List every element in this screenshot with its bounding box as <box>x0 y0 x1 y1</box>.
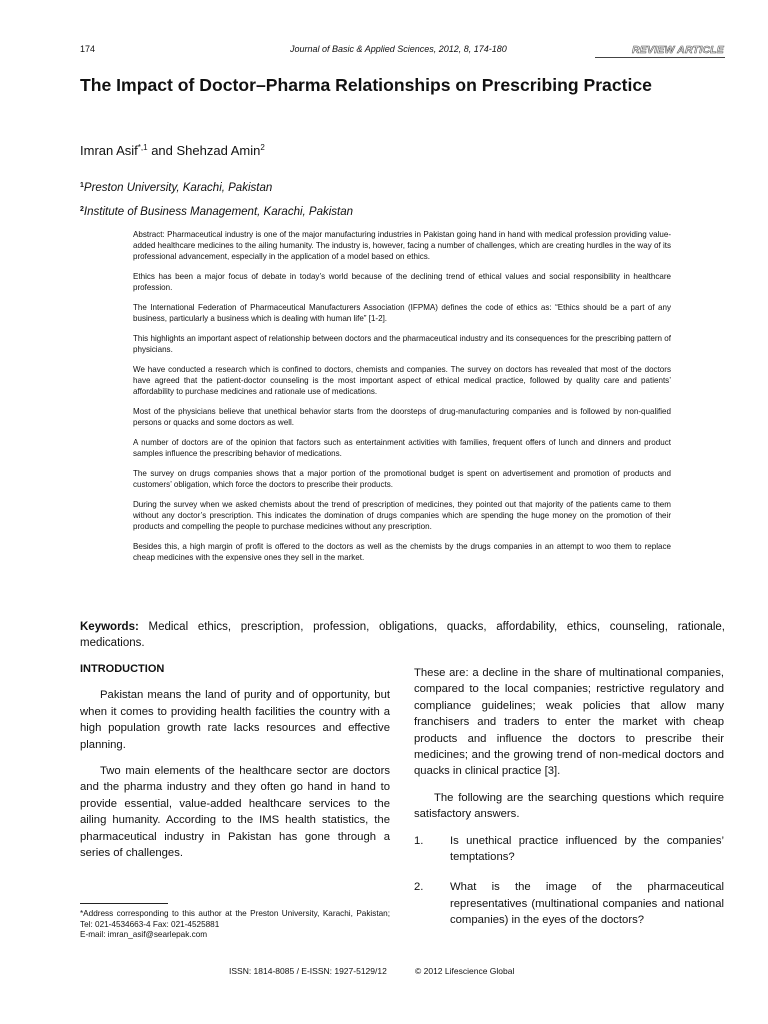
issn-text: ISSN: 1814-8085 / E-ISSN: 1927-5129/12 <box>229 966 387 976</box>
abstract-paragraph: Ethics has been a major focus of debate in today’s world because of the declining trend of ethical values and social responsibility in healthcare profession. <box>133 272 671 292</box>
corresponding-author-footnote <box>80 909 390 941</box>
copyright-text: © 2012 Lifescience Global <box>415 966 515 976</box>
abstract-paragraph: During the survey when we asked chemists about the trend of prescription of medicines, they pointed out that majority of the patients came to them without any doctor’s prescription. This indicates the domination of drugs companies which are spending the huge money on the promotion of their products and compelling the people to purchase medicines without any prescription. <box>133 500 671 531</box>
abstract-paragraph: This highlights an important aspect of relationship between doctors and the pharmaceutical industry and its consequences for the prescribing pattern of physicians. <box>133 334 671 354</box>
affiliation-text: Preston University, Karachi, Pakistan <box>83 182 273 194</box>
author-superscript: *,1 <box>137 143 148 152</box>
section-heading: INTRODUCTION <box>80 663 165 675</box>
abstract-paragraph: Besides this, a high margin of profit is offered to the doctors as well as the chemists by the drugs companies in an attempt to woo them to replace cheap medicines with the expensive ones they sell in the market. <box>133 542 671 562</box>
body-paragraph: Pakistan means the land of purity and of opportunity, but when it comes to providing health facilities the country with a high population growth rate lacks resources and effective planning. <box>80 689 390 751</box>
keywords-text: Medical ethics, prescription, profession, obligations, quacks, affordability, ethics, counseling, rationale, medications. <box>80 621 725 649</box>
list-item <box>414 879 724 928</box>
affiliation-number: 1 <box>80 182 84 189</box>
affiliation <box>80 182 272 194</box>
abstract-paragraph: The survey on drugs companies shows that a major portion of the promotional budget is spent on advertisement and promotion of products and customers’ obligation, which force the doctors to prescribe their products. <box>133 469 671 489</box>
body-paragraph: These are: a decline in the share of multinational companies, compared to the local companies; restrictive regulatory and compliance guidelines; weak policies that allow many franchisers and traders to enter the market with cheap products and influence the doctors to prescribe their medicines; and the growing trend of non-medical doctors and quacks in clinical practice [3]. <box>414 667 724 778</box>
author-name: Imran Asif <box>80 143 138 158</box>
affiliation <box>80 206 353 218</box>
footnote-email: E-mail: imran_asif@searlepak.com <box>80 930 208 939</box>
right-column <box>414 661 724 943</box>
abstract-paragraph: Abstract: Pharmaceutical industry is one of the major manufacturing industries in Pakistan going hand in hand with medical profession providing value-added healthcare medicines to the ailing humanity. The industry is, however, facing a number of challenges, which are creating hurdles in the way of its professional advancement, especially in the application of a model based on ethics. <box>133 230 671 261</box>
abstract <box>133 229 671 572</box>
footnote-address: *Address corresponding to this author at the Preston University, Karachi, Pakistan; Tel: 021-4534663-4 Fax: 021-4525881 <box>80 909 390 929</box>
question-number: 2. <box>414 881 424 894</box>
question-number: 1. <box>414 834 424 847</box>
keywords-label: Keywords: <box>80 621 139 633</box>
journal-citation: Journal of Basic & Applied Sciences, 2012, 8, 174-180 <box>290 44 507 54</box>
body-paragraph: Two main elements of the healthcare sector are doctors and the pharma industry and they often go hand in hand to provide essential, value-added healthcare services to the ailing humanity. According to the IMS health statistics, the pharmaceutical industry in Pakistan has gone through a series of challenges. <box>80 765 390 860</box>
list-item <box>414 833 724 866</box>
question-list <box>414 833 724 929</box>
author-superscript: 2 <box>260 143 265 152</box>
abstract-paragraph: Most of the physicians believe that unethical behavior starts from the doorsteps of drug-manufacturing companies and is followed by non-qualified persons or quacks and some doctors as well. <box>133 407 671 427</box>
author-name: Shehzad Amin <box>176 143 261 158</box>
author-line <box>80 143 265 158</box>
question-text: What is the image of the pharmaceutical representatives (multinational companies and national companies) in the eyes of the doctors? <box>450 881 724 927</box>
affiliation-text: Institute of Business Management, Karachi, Pakistan <box>83 206 354 218</box>
question-text: Is unethical practice influenced by the companies’ temptations? <box>450 834 724 864</box>
left-column <box>80 661 390 871</box>
abstract-paragraph: A number of doctors are of the opinion that factors such as entertainment activities with families, frequent offers of lunch and dinners and product samples influence the prescribing behavior of medications. <box>133 438 671 458</box>
article-title: The Impact of Doctor–Pharma Relationships on Prescribing Practice <box>80 75 652 95</box>
page-number: 174 <box>80 44 96 54</box>
footnote-divider <box>80 903 168 904</box>
keywords <box>80 619 725 651</box>
affiliation-number: 2 <box>80 206 84 213</box>
running-header <box>80 44 725 60</box>
author-joiner: and <box>147 143 177 158</box>
abstract-paragraph: We have conducted a research which is confined to doctors, chemists and companies. The survey on doctors has revealed that most of the doctors have agreed that the patient-doctor counseling is the most important aspect of ethical medical practice, followed by quality care and patients’ affordability to purchase medicines and rationale use of medications. <box>133 365 671 396</box>
body-paragraph: The following are the searching questions which require satisfactory answers. <box>414 791 724 821</box>
abstract-paragraph: The International Federation of Pharmaceutical Manufacturers Association (IFPMA) defines the code of ethics as: “Ethics should be a part of any business, particularly a business which is dealing with human life” [1-2]. <box>133 303 671 323</box>
article-type-badge: REVIEW ARTICLE <box>595 44 725 58</box>
